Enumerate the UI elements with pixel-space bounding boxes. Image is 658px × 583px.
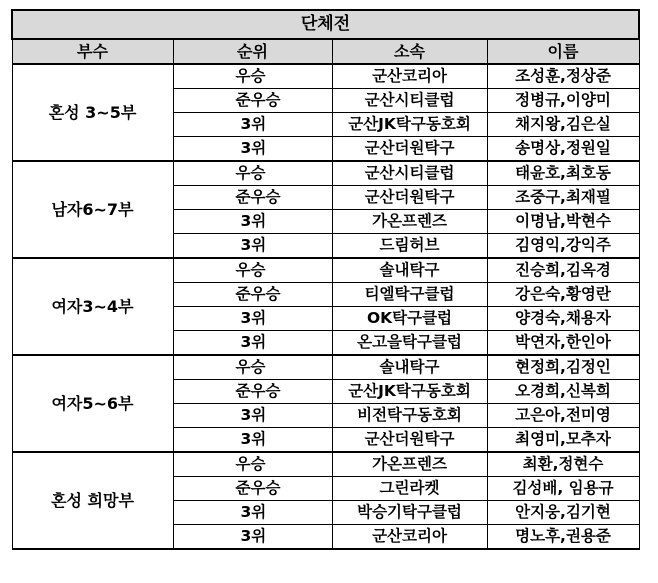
names-cell: 강은숙,황영란	[487, 283, 639, 307]
club-cell: 군산JK탁구동호회	[332, 380, 487, 404]
names-cell: 김성배, 임용규	[487, 477, 639, 501]
names-cell: 이명남,박현수	[487, 210, 639, 234]
club-cell: 군산더원탁구	[332, 428, 487, 453]
names-cell: 조중구,최재필	[487, 186, 639, 210]
table-row	[12, 64, 639, 89]
rank-cell: 3위	[173, 307, 332, 331]
rank-cell: 준우승	[173, 283, 332, 307]
rank-cell: 3위	[173, 525, 332, 550]
rank-cell: 우승	[173, 161, 332, 186]
header-club: 소속	[332, 39, 487, 64]
names-cell: 채지왕,김은실	[487, 113, 639, 137]
club-cell: 군산코리아	[332, 525, 487, 550]
club-cell: 박승기탁구클럽	[332, 501, 487, 525]
rank-cell: 3위	[173, 331, 332, 356]
table-row	[12, 452, 639, 477]
rank-cell: 준우승	[173, 477, 332, 501]
division-cell: 여자5~6부	[12, 355, 173, 452]
names-cell: 최영미,모추자	[487, 428, 639, 453]
header-names: 이름	[487, 39, 639, 64]
rank-cell: 3위	[173, 234, 332, 259]
rank-cell: 우승	[173, 64, 332, 89]
names-cell: 김영익,강익주	[487, 234, 639, 259]
names-cell: 명노후,권용준	[487, 525, 639, 550]
club-cell: OK탁구클럽	[332, 307, 487, 331]
club-cell: 군산더원탁구	[332, 186, 487, 210]
names-cell: 고은아,전미영	[487, 404, 639, 428]
club-cell: 가온프렌즈	[332, 452, 487, 477]
table-title: 단체전	[12, 10, 639, 39]
rank-cell: 준우승	[173, 186, 332, 210]
division-cell: 남자6~7부	[12, 161, 173, 258]
names-cell: 정병규,이양미	[487, 89, 639, 113]
names-cell: 안지웅,김기현	[487, 501, 639, 525]
rank-cell: 3위	[173, 113, 332, 137]
table-row	[12, 258, 639, 283]
rank-cell: 준우승	[173, 89, 332, 113]
title-row	[12, 10, 639, 39]
names-cell: 조성훈,정상준	[487, 64, 639, 89]
club-cell: 티엘탁구클럽	[332, 283, 487, 307]
names-cell: 박연자,한인아	[487, 331, 639, 356]
club-cell: 솔내탁구	[332, 258, 487, 283]
names-cell: 오경희,신복희	[487, 380, 639, 404]
club-cell: 군산시티클럽	[332, 89, 487, 113]
rank-cell: 우승	[173, 355, 332, 380]
names-cell: 최환,정현수	[487, 452, 639, 477]
division-cell: 혼성 희망부	[12, 452, 173, 549]
table-row	[12, 355, 639, 380]
club-cell: 솔내탁구	[332, 355, 487, 380]
club-cell: 드림허브	[332, 234, 487, 259]
rank-cell: 3위	[173, 428, 332, 453]
club-cell: 비전탁구동호회	[332, 404, 487, 428]
club-cell: 군산더원탁구	[332, 137, 487, 162]
rank-cell: 준우승	[173, 380, 332, 404]
header-division: 부수	[12, 39, 173, 64]
club-cell: 군산시티클럽	[332, 161, 487, 186]
rank-cell: 3위	[173, 404, 332, 428]
club-cell: 가온프렌즈	[332, 210, 487, 234]
header-row	[12, 39, 639, 64]
club-cell: 군산코리아	[332, 64, 487, 89]
names-cell: 태윤호,최호동	[487, 161, 639, 186]
rank-cell: 3위	[173, 501, 332, 525]
rank-cell: 우승	[173, 452, 332, 477]
club-cell: 온고을탁구클럽	[332, 331, 487, 356]
rank-cell: 3위	[173, 137, 332, 162]
club-cell: 그린라켓	[332, 477, 487, 501]
division-cell: 혼성 3~5부	[12, 64, 173, 161]
results-table	[11, 9, 640, 550]
rank-cell: 우승	[173, 258, 332, 283]
names-cell: 진승희,김옥경	[487, 258, 639, 283]
table-row	[12, 161, 639, 186]
results-table-body	[12, 10, 639, 549]
rank-cell: 3위	[173, 210, 332, 234]
names-cell: 현정희,김정인	[487, 355, 639, 380]
names-cell: 양경숙,채용자	[487, 307, 639, 331]
division-cell: 여자3~4부	[12, 258, 173, 355]
header-rank: 순위	[173, 39, 332, 64]
club-cell: 군산JK탁구동호회	[332, 113, 487, 137]
names-cell: 송명상,정원일	[487, 137, 639, 162]
